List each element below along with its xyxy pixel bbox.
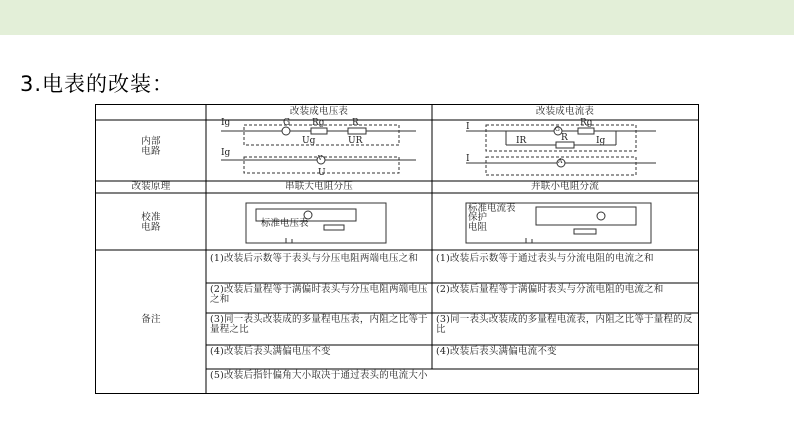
circuit-label: Ig: [221, 148, 231, 158]
circuit-label: I: [466, 154, 470, 164]
circuit-label: UR: [348, 136, 363, 146]
note-current: (2)改装后量程等于满偏时表头与分流电阻的电流之和: [436, 284, 664, 295]
col-header-voltage: 改装成电压表: [289, 106, 349, 117]
note-current: (3)同一表头改装成的多量程电流表，内阻之比等于量程的反比: [436, 314, 693, 335]
circuit-label: Ig: [221, 118, 231, 128]
circuit-label: Rg: [580, 118, 593, 128]
converter-table: [95, 104, 699, 394]
header-band: [0, 0, 794, 35]
row-label-internal: 内部 电路: [141, 136, 161, 157]
section-heading: 3.电表的改装：: [20, 72, 175, 96]
voltage-internal-circuit: [221, 125, 416, 173]
circuit-label: Ig: [596, 136, 606, 146]
note-shared: (5)改装后指针偏角大小取决于通过表头的电流大小: [210, 370, 428, 381]
circuit-label: V: [318, 155, 323, 162]
circuit-label: U: [318, 168, 326, 178]
note-voltage: (3)同一表头改装成的多量程电压表，内阻之比等于量程之比: [210, 314, 428, 335]
row-label-calibration: 校准 电路: [141, 212, 161, 233]
note-current: (1)改装后示数等于通过表头与分流电阻的电流之和: [436, 253, 654, 264]
note-voltage: (2)改装后量程等于满偏时表头与分压电阻两端电压之和: [210, 284, 428, 305]
calib-current-label: 标准电流表: [468, 203, 516, 214]
row-label-principle: 改装原理: [131, 181, 171, 192]
note-current: (4)改装后表头满偏电流不变: [436, 346, 557, 357]
principle-voltage: 串联大电阻分压: [285, 181, 353, 192]
circuit-label: R: [561, 133, 568, 143]
circuit-label: R: [352, 118, 359, 128]
circuit-label: G: [555, 126, 560, 133]
circuit-label: I: [466, 122, 470, 132]
note-voltage: (1)改装后示数等于表头与分压电阻两端电压之和: [210, 253, 419, 264]
calib-voltage-label: 标准电压表: [261, 218, 309, 229]
circuit-label: A: [558, 158, 563, 165]
calib-protect-label: 保护 电阻: [468, 212, 488, 233]
note-voltage: (4)改装后表头满偏电压不变: [210, 346, 331, 357]
circuit-label: Rg: [312, 118, 325, 128]
circuit-label: IR: [516, 136, 527, 146]
row-label-notes: 备注: [141, 314, 161, 325]
circuit-label: G: [283, 118, 291, 128]
circuit-label: Ug: [302, 136, 316, 146]
col-header-current: 改装成电流表: [535, 106, 595, 117]
principle-current: 并联小电阻分流: [531, 181, 599, 192]
